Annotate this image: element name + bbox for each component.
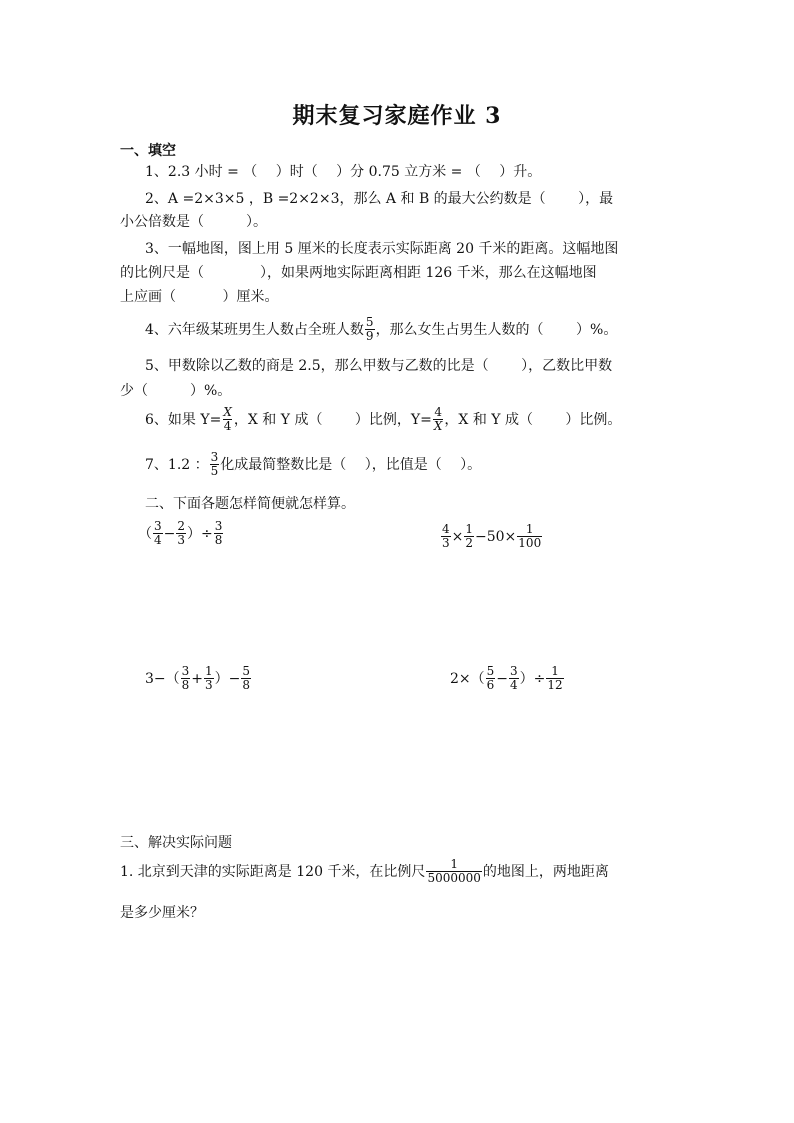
question-7-text-pre: 7、1.2 ： <box>145 456 209 473</box>
question-6 <box>145 406 621 433</box>
question-3-line1: 3、一幅地图，图上用 5 厘米的长度表示实际距离 20 千米的距离。这幅地图 <box>145 241 619 257</box>
section2-heading: 二、下面各题怎样简便就怎样算。 <box>145 496 355 512</box>
scale-fraction: 1 5000000 <box>427 857 481 885</box>
question-4-text-pre: 4、六年级某班男生人数占全班人数 <box>145 321 364 338</box>
section3-heading: 三、解决实际问题 <box>120 835 232 851</box>
question-3-line2: 的比例尺是（ ），如果两地实际距离相距 126 千米，那么在这幅地图 <box>120 265 597 281</box>
question-5-line1: 5、甲数除以乙数的商是 2.5，那么甲数与乙数的比是（ ），乙数比甲数 <box>145 358 613 374</box>
question-6-text-a: 6、如果 Y= <box>145 411 222 428</box>
question-7-text-post: 化成最简整数比是（ ），比值是（ ）。 <box>220 456 482 473</box>
expression-1: （ 3 4 − $\frac{2}{3}$ ）÷ $\frac{3}{8}$ <box>138 519 223 547</box>
question-1: 1、2.3 小时 = （ ）时（ ）分 0.75 立方米 = （ ）升。 <box>145 164 542 180</box>
problem-1-line1: 1. 北京到天津的实际距离是 120 千米，在比例尺 1 5000000 的地图上，两地距离 <box>120 857 609 885</box>
page-title: 期末复习家庭作业 3 <box>292 103 502 129</box>
question-6-text-c: ，X 和 Y 成（ ）比例。 <box>444 411 622 428</box>
question-7 <box>145 451 481 478</box>
question-6-fraction-2: $\frac{4}{X}$ <box>433 405 443 433</box>
expression-2: $\frac{4}{3}$ × $\frac{1}{2}$ −50× $\frac{1}{100}$ <box>442 522 542 550</box>
question-2-line2: 小公倍数是（ ）。 <box>120 214 267 230</box>
question-6-text-b: ，X 和 Y 成（ ）比例，Y= <box>233 411 432 428</box>
question-4-text-post: ，那么女生占男生人数的（ ）%。 <box>375 321 618 338</box>
question-5-line2: 少（ ）%。 <box>120 383 232 399</box>
question-7-fraction: 3 5 <box>210 450 219 478</box>
problem-1-line2: 是多少厘米？ <box>120 905 204 921</box>
section1-heading: 一、填空 <box>120 143 176 159</box>
question-2-line1: 2、A =2×3×5 ，B =2×2×3，那么 A 和 B 的最大公约数是（ ），最 <box>145 191 614 207</box>
question-4-fraction: 5 9 <box>365 315 374 343</box>
question-3-line3: 上应画（ ）厘米。 <box>120 289 279 305</box>
expression-3: 3−（ 3 8 + $\frac{1}{3}$ ）− $\frac{5}{8}$ <box>145 664 251 692</box>
expression-4: 2×（ 5 6 − $\frac{3}{4}$ ）÷ $\frac{1}{12}$ <box>450 664 563 692</box>
question-6-fraction-1: $\frac{X}{4}$ <box>223 405 232 433</box>
question-4 <box>145 316 617 343</box>
